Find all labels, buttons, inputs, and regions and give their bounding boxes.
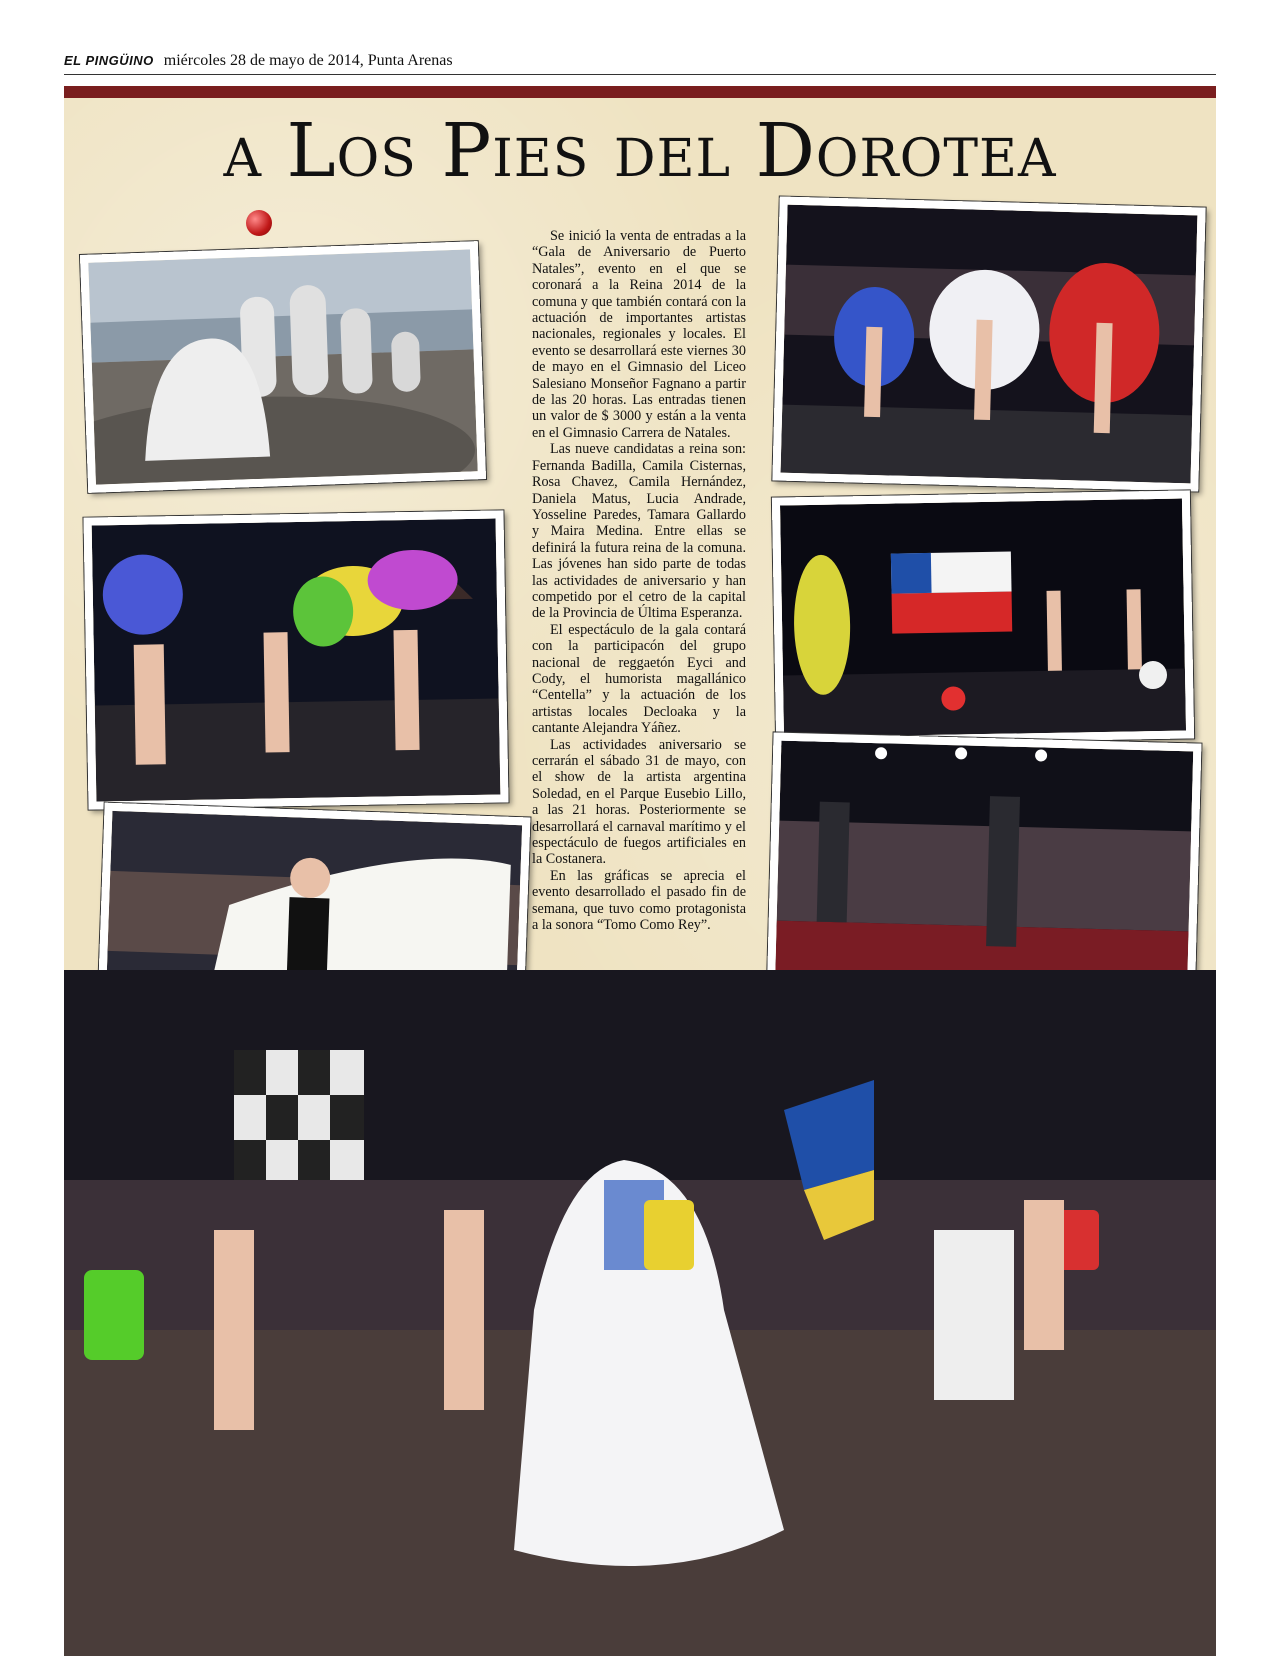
article-paragraph: Se inició la venta de entradas a la “Gala de Aniversario de Puerto Natales”, evento en el que se coronará a la Reina 2014 de la comuna y que también contará con la actuación de importantes artistas nacionales, regionales y locales. El evento se desarrollará este viernes 30 de mayo en el Gimnasio del Liceo Salesiano Monseñor Fagnano a partir de las 20 horas. Las entradas tienen un valor de $ 3000 y están a la venta en el Gimnasio Carrera de Natales. xyxy=(532,228,746,441)
main-carnival-photo xyxy=(64,970,1216,1656)
photo-monument xyxy=(80,241,486,493)
photo-dancers-stage xyxy=(772,196,1205,491)
article-paragraph: Las actividades aniversario se cerrarán el sábado 31 de mayo, con el show de la artista argentina Soledad, en el Parque Eusebio Lillo, a las 21 horas. Posteriormente se desarrollará el carnaval marítimo y el espectáculo de fuegos artificiales en la Costanera. xyxy=(532,736,746,868)
accent-bar xyxy=(64,86,1216,98)
push-pin-icon xyxy=(246,210,272,236)
photo-street-dancers xyxy=(83,510,508,809)
photo-chile-flag xyxy=(772,490,1194,745)
masthead xyxy=(64,52,1216,75)
newspaper-logo: EL PINGÜINO xyxy=(64,53,154,68)
article-paragraph: En las gráficas se aprecia el evento desarrollado el pasado fin de semana, que tuvo como protagonista a la sonora “Tomo Como Rey”. xyxy=(532,867,746,934)
headline: a Los Pies del Dorotea xyxy=(223,108,1057,194)
article-body xyxy=(532,228,746,933)
article-paragraph: Las nueve candidatas a reina son: Fernanda Badilla, Camila Cisternas, Rosa Chavez, Camila Hernández, Daniela Matus, Lucia Andrade, Yosseline Paredes, Tamara Gallardo y Maira Medina. Entre ellas se definirá la futura reina de la comuna. Las jóvenes han sido parte de todas las actividades de aniversario y han competido por el cetro de la capital de la Provincia de Última Esperanza. xyxy=(532,441,746,622)
dateline: miércoles 28 de mayo de 2014, Punta Arenas xyxy=(163,52,453,69)
article-paragraph: El espectáculo de la gala contará con la participacón del grupo nacional de reggaetón Eyci and Cody, el humorista magallánico “Centella” y la actuación de los artistas locales Decloaka y la cantante Alejandra Yáñez. xyxy=(532,621,746,737)
